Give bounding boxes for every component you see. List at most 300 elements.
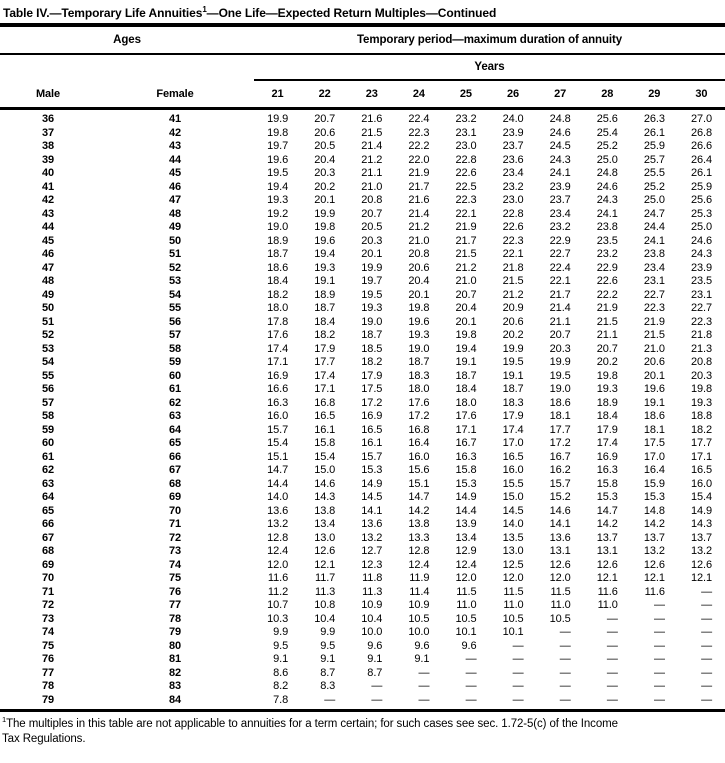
multiple-value-cell: 12.6 [690,558,712,571]
year-column-header: 27 [537,80,584,109]
multiple-value-cell: 9.6 [461,639,477,652]
multiple-value-cell: 13.2 [267,518,289,530]
multiple-value-cell: 17.1 [690,450,712,463]
female-age-cell: 55 [168,302,182,314]
male-age-cell: 60 [41,437,55,449]
multiple-value-cell: 21.4 [361,140,383,152]
female-age-cell: 61 [168,383,182,395]
multiple-value-cell: 19.8 [690,383,712,395]
female-age-cell: 51 [168,248,182,260]
table-row [0,437,725,451]
table-row [0,626,725,640]
multiple-value-cell: 19.0 [408,342,430,355]
multiple-value-cell: 18.0 [455,396,477,409]
multiple-value-cell: — [465,680,477,692]
multiple-value-cell: 16.6 [267,383,289,395]
multiple-value-cell: 14.1 [549,518,571,530]
multiple-value-cell: 20.1 [314,194,336,206]
multiple-value-cell: 22.6 [502,221,524,233]
table-row [0,613,725,627]
multiple-value-cell: 24.4 [643,221,665,233]
multiple-value-cell: 12.4 [455,558,477,571]
multiple-value-cell: 18.6 [267,261,289,274]
multiple-value-cell: 16.7 [455,437,477,449]
multiple-value-cell: 23.2 [549,221,571,233]
multiple-value-cell: 20.5 [361,221,383,233]
male-age-cell: 39 [41,153,55,166]
multiple-value-cell: 13.7 [690,531,712,544]
multiple-value-cell: 24.1 [643,234,665,247]
male-age-cell: 42 [41,194,55,206]
multiple-value-cell: 17.7 [549,423,571,436]
male-age-cell: 53 [41,342,55,355]
multiple-value-cell: 19.3 [267,194,289,206]
multiple-value-cell: 18.2 [267,288,289,301]
male-age-cell: 63 [41,477,55,490]
table-row [0,316,725,330]
table-row [0,140,725,154]
multiple-value-cell: 18.9 [267,234,289,247]
table-row [0,586,725,600]
multiple-value-cell: 20.2 [502,329,524,341]
table-row [0,505,725,519]
multiple-value-cell: 25.7 [643,153,665,166]
multiple-value-cell: 19.9 [267,113,289,125]
multiple-value-cell: 16.8 [408,423,430,436]
multiple-value-cell: 14.3 [690,518,712,530]
male-column-header: Male [0,80,96,109]
multiple-value-cell: 26.4 [690,153,712,166]
multiple-value-cell: — [559,653,571,665]
multiple-value-cell: — [465,666,477,679]
multiple-value-cell: 21.2 [455,261,477,274]
multiple-value-cell: 14.9 [690,504,712,517]
table-row [0,248,725,262]
multiple-value-cell: 13.4 [314,518,336,530]
male-age-cell: 47 [41,261,55,274]
multiple-value-cell: 20.8 [408,248,430,260]
multiple-value-cell: 13.9 [455,518,477,530]
multiple-value-cell: 21.1 [549,315,571,328]
multiple-value-cell: 15.8 [314,437,336,449]
multiple-value-cell: 26.6 [690,140,712,152]
multiple-value-cell: 14.7 [408,491,430,503]
multiple-value-cell: 17.4 [314,369,336,382]
multiple-value-cell: 10.0 [361,626,383,638]
multiple-value-cell: 22.5 [455,180,477,193]
multiple-value-cell: 19.3 [314,261,336,274]
multiple-value-cell: 14.4 [455,504,477,517]
multiple-value-cell: 10.5 [455,612,477,625]
multiple-value-cell: 17.5 [361,383,383,395]
multiple-value-cell: 22.8 [455,153,477,166]
multiple-value-cell: 21.7 [455,234,477,247]
multiple-value-cell: — [324,693,336,706]
multiple-value-cell: 11.5 [456,585,477,598]
multiple-value-cell: 18.7 [408,356,430,368]
multiple-value-cell: 23.9 [549,180,571,193]
table-row [0,235,725,249]
multiple-value-cell: 20.3 [690,369,712,382]
multiple-value-cell: — [559,639,571,652]
multiple-value-cell: 17.9 [314,342,336,355]
multiple-value-cell: 17.1 [455,423,477,436]
year-column-header: 29 [631,80,678,109]
multiple-value-cell: 20.7 [361,207,383,220]
male-age-cell: 38 [41,140,55,152]
table-row [0,356,725,370]
multiple-value-cell: 14.0 [267,491,289,503]
female-age-cell: 54 [168,288,182,301]
multiple-value-cell: 14.6 [549,504,571,517]
multiple-value-cell: — [606,639,618,652]
female-age-cell: 69 [168,491,182,503]
multiple-value-cell: 19.4 [455,342,477,355]
multiple-value-cell: 13.8 [408,518,430,530]
multiple-value-cell: 23.4 [643,261,665,274]
multiple-value-cell: 17.5 [643,437,665,449]
multiple-value-cell: 9.5 [273,639,289,652]
year-column-header: 22 [301,80,348,109]
multiple-value-cell: 21.2 [361,153,383,166]
multiple-value-cell: 26.1 [690,167,712,179]
multiple-value-cell: 23.5 [596,234,618,247]
male-age-cell: 72 [41,599,55,611]
female-age-cell: 58 [168,342,182,355]
male-age-cell: 77 [41,666,55,679]
multiple-value-cell: 17.4 [596,437,618,449]
table-body [0,109,725,711]
multiple-value-cell: — [512,693,524,706]
footnote [0,712,725,747]
multiple-value-cell: 24.5 [549,140,571,152]
multiple-value-cell: 20.7 [596,342,618,355]
multiple-value-cell: 10.8 [314,599,336,611]
male-age-cell: 78 [41,680,55,692]
footnote-line-1 [2,717,725,732]
male-age-cell: 37 [41,126,55,139]
multiple-value-cell: 25.0 [643,194,665,206]
multiple-value-cell: 22.8 [502,207,524,220]
multiple-value-cell: 19.7 [361,275,383,287]
multiple-value-cell: 21.1 [361,167,383,179]
multiple-value-cell: 23.9 [502,126,524,139]
multiple-value-cell: 12.6 [549,558,571,571]
multiple-value-cell: 16.5 [502,450,524,463]
multiple-value-cell: 17.1 [267,356,289,368]
multiple-value-cell: 16.4 [643,464,665,476]
multiple-value-cell: 14.1 [361,504,383,517]
multiple-value-cell: 20.1 [361,248,383,260]
multiple-value-cell: 12.0 [549,572,571,584]
male-age-cell: 50 [41,302,55,314]
title-footnote-marker: 1 [202,5,207,14]
multiple-value-cell: 20.6 [502,315,524,328]
multiple-value-cell: 21.5 [643,329,665,341]
multiple-value-cell: 11.3 [362,585,383,598]
multiple-value-cell: 13.0 [502,545,524,557]
female-age-cell: 65 [168,437,182,449]
multiple-value-cell: 15.0 [314,464,336,476]
multiple-value-cell: 25.2 [643,180,665,193]
multiple-value-cell: 21.6 [408,194,430,206]
multiple-value-cell: 12.9 [455,545,477,557]
multiple-value-cell: 22.0 [408,153,430,166]
multiple-value-cell: 11.6 [267,572,289,584]
multiple-value-cell: 20.8 [690,356,712,368]
multiple-value-cell: — [559,693,571,706]
male-age-cell: 44 [41,221,55,233]
multiple-value-cell: 23.2 [596,248,618,260]
multiple-value-cell: 21.6 [361,113,383,125]
multiple-value-cell: 10.1 [455,626,477,638]
multiple-value-cell: 19.1 [643,396,665,409]
page-title [0,0,725,23]
multiple-value-cell: 19.5 [361,288,383,301]
multiple-value-cell: 13.7 [596,531,618,544]
multiple-value-cell: 15.6 [408,464,430,476]
multiple-value-cell: 17.8 [267,315,289,328]
temporary-period-group-header: Temporary period—maximum duration of annuity [254,25,725,54]
multiple-value-cell: 22.2 [408,140,430,152]
multiple-value-cell: 18.4 [596,410,618,422]
multiple-value-cell: 16.1 [361,437,383,449]
multiple-value-cell: 25.5 [643,167,665,179]
female-age-cell: 79 [168,626,182,638]
multiple-value-cell: 16.3 [596,464,618,476]
multiple-value-cell: 8.3 [320,680,336,692]
page-title-suffix: —One Life—Expected Return Multiples—Continued [206,6,497,20]
multiple-value-cell: 23.1 [643,275,665,287]
multiple-value-cell: — [465,693,477,706]
multiple-value-cell: 22.3 [690,315,712,328]
multiple-value-cell: 23.8 [643,248,665,260]
multiple-value-cell: 19.9 [314,207,336,220]
female-age-cell: 77 [168,599,182,611]
male-age-cell: 46 [41,248,55,260]
multiple-value-cell: — [701,599,712,611]
multiple-value-cell: 23.5 [690,275,712,287]
multiple-value-cell: — [418,693,430,706]
table-row [0,518,725,532]
multiple-value-cell: 21.4 [408,207,430,220]
page-title-prefix: Table IV.—Temporary Life Annuities [3,6,203,20]
footnote-text: The multiples in this table are not applicable to annuities for a term certain; for such cases see sec. 1.72-5(c) of the Income [6,718,618,730]
multiple-value-cell: 21.5 [596,315,618,328]
multiple-value-cell: 20.2 [314,180,336,193]
multiple-value-cell: 16.2 [549,464,571,476]
multiple-value-cell: 11.5 [550,585,571,598]
multiple-value-cell: — [653,639,665,652]
female-age-cell: 72 [168,531,182,544]
multiple-value-cell: 17.2 [408,410,430,422]
multiple-value-cell: 20.1 [408,288,430,301]
multiple-value-cell: 12.4 [267,545,289,557]
multiple-value-cell: 20.2 [596,356,618,368]
female-age-cell: 80 [168,639,182,652]
table-row [0,491,725,505]
multiple-value-cell: — [371,680,383,692]
multiple-value-cell: 19.8 [455,329,477,341]
multiple-value-cell: 13.2 [690,545,712,557]
multiple-value-cell: 9.1 [273,653,289,665]
multiple-value-cell: 22.3 [408,126,430,139]
multiple-value-cell: — [653,680,665,692]
multiple-value-cell: 18.7 [267,248,289,260]
female-age-cell: 67 [168,464,182,476]
multiple-value-cell: — [701,653,712,665]
multiple-value-cell: 15.0 [502,491,524,503]
multiple-value-cell: 12.6 [314,545,336,557]
multiple-value-cell: 14.2 [408,504,430,517]
multiple-value-cell: 22.6 [596,275,618,287]
multiple-value-cell: 20.4 [455,302,477,314]
female-column-header: Female [96,80,254,109]
multiple-value-cell: 18.5 [361,342,383,355]
male-age-cell: 75 [41,639,55,652]
multiple-value-cell: 23.0 [455,140,477,152]
multiple-value-cell: 16.0 [267,410,289,422]
multiple-value-cell: 12.1 [596,572,618,584]
table-row [0,464,725,478]
multiple-value-cell: 15.7 [549,477,571,490]
female-age-cell: 45 [168,167,182,179]
multiple-value-cell: 12.7 [361,545,383,557]
multiple-value-cell: 23.0 [502,194,524,206]
multiple-value-cell: — [701,693,712,706]
multiple-value-cell: 15.8 [455,464,477,476]
multiple-value-cell: 9.6 [367,639,383,652]
multiple-value-cell: 18.6 [549,396,571,409]
multiple-value-cell: 20.7 [314,113,336,125]
multiple-value-cell: 23.1 [690,288,712,301]
year-column-header: 21 [254,80,301,109]
multiple-value-cell: 11.6 [644,585,665,598]
male-age-cell: 43 [41,207,55,220]
multiple-value-cell: 15.1 [408,477,430,490]
multiple-value-cell: 24.6 [596,180,618,193]
multiple-value-cell: 18.7 [361,329,383,341]
multiple-value-cell: 20.6 [314,126,336,139]
multiple-value-cell: 13.5 [502,531,524,544]
multiple-value-cell: 21.5 [455,248,477,260]
multiple-value-cell: 22.1 [549,275,571,287]
multiple-value-cell: 25.9 [643,140,665,152]
multiple-value-cell: 19.0 [361,315,383,328]
multiple-value-cell: 21.5 [361,126,383,139]
multiple-value-cell: 9.1 [320,653,336,665]
female-age-cell: 48 [168,207,182,220]
multiple-value-cell: 27.0 [690,113,712,125]
multiple-value-cell: 21.0 [643,342,665,355]
multiple-value-cell: 19.5 [502,356,524,368]
multiple-value-cell: 22.7 [549,248,571,260]
multiple-value-cell: — [653,666,665,679]
multiple-value-cell: 11.3 [315,585,336,598]
male-age-cell: 66 [41,518,55,530]
multiple-value-cell: 25.4 [596,126,618,139]
multiple-value-cell: 9.1 [414,653,430,665]
male-age-cell: 52 [41,329,55,341]
male-age-cell: 49 [41,288,55,301]
multiple-value-cell: 18.4 [455,383,477,395]
male-age-cell: 69 [41,558,55,571]
multiple-value-cell: 19.6 [643,383,665,395]
multiple-value-cell: 18.6 [643,410,665,422]
multiple-value-cell: 19.8 [314,221,336,233]
table-row [0,181,725,195]
male-age-cell: 70 [41,572,55,584]
multiple-value-cell: 25.6 [596,113,618,125]
table-row [0,208,725,222]
year-column-header: 28 [584,80,631,109]
multiple-value-cell: 18.7 [502,383,524,395]
multiple-value-cell: 13.1 [549,545,571,557]
multiple-value-cell: — [418,680,430,692]
multiple-value-cell: 15.3 [455,477,477,490]
female-age-cell: 70 [168,504,182,517]
multiple-value-cell: 22.1 [502,248,524,260]
multiple-value-cell: 18.2 [690,423,712,436]
multiple-value-cell: 13.6 [267,504,289,517]
multiple-value-cell: 16.4 [408,437,430,449]
multiple-value-cell: 21.9 [596,302,618,314]
female-age-cell: 43 [168,140,182,152]
multiple-value-cell: 15.4 [314,450,336,463]
multiple-value-cell: — [701,585,712,598]
multiple-value-cell: 15.5 [502,477,524,490]
multiple-value-cell: 18.2 [361,356,383,368]
multiple-value-cell: 22.6 [455,167,477,179]
multiple-value-cell: 9.6 [414,639,430,652]
multiple-value-cell: 12.0 [267,558,289,571]
multiple-value-cell: 12.5 [502,558,524,571]
multiple-value-cell: — [559,666,571,679]
multiple-value-cell: 19.1 [314,275,336,287]
multiple-value-cell: 12.0 [502,572,524,584]
multiple-value-cell: 24.8 [549,113,571,125]
female-age-cell: 60 [168,369,182,382]
multiple-value-cell: 20.4 [314,153,336,166]
multiple-value-cell: 16.0 [502,464,524,476]
female-age-cell: 78 [168,612,182,625]
multiple-value-cell: — [512,680,524,692]
multiple-value-cell: 21.4 [549,302,571,314]
multiple-value-cell: 17.7 [690,437,712,449]
multiple-value-cell: 11.9 [409,572,430,584]
male-age-cell: 65 [41,504,55,517]
multiple-value-cell: 17.2 [361,396,383,409]
year-column-header: 30 [678,80,725,109]
table-row [0,275,725,289]
multiple-value-cell: 11.7 [315,572,336,584]
multiple-value-cell: 17.6 [408,396,430,409]
male-age-cell: 55 [41,369,55,382]
table-row [0,653,725,667]
multiple-value-cell: 19.6 [314,234,336,247]
multiple-value-cell: — [512,639,524,652]
multiple-value-cell: 22.7 [643,288,665,301]
multiple-value-cell: 16.9 [267,369,289,382]
table-row [0,424,725,438]
multiple-value-cell: 15.3 [361,464,383,476]
multiple-value-cell: 13.0 [314,531,336,544]
multiple-value-cell: 15.7 [267,423,289,436]
multiple-value-cell: 24.1 [549,167,571,179]
multiple-value-cell: 15.7 [361,450,383,463]
multiple-value-cell: 22.9 [596,261,618,274]
female-age-cell: 42 [168,126,182,139]
